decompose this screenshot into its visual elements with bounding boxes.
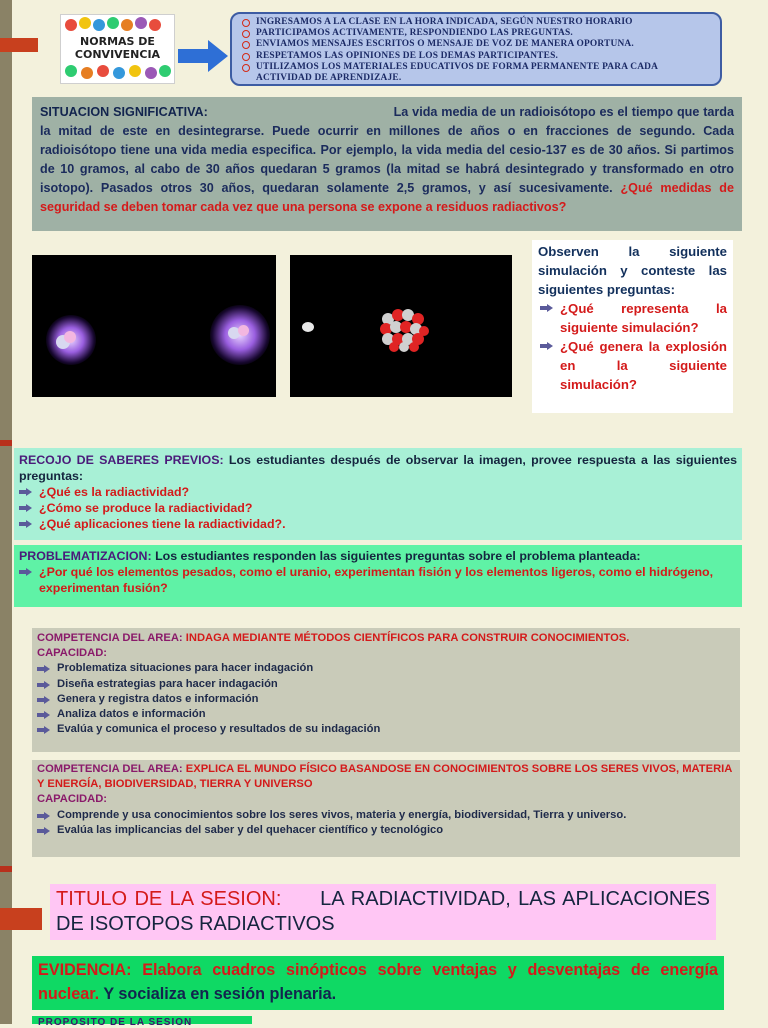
arrow-bullet-icon xyxy=(37,827,50,835)
arrow-bullet-icon xyxy=(19,488,32,496)
situacion-text: La vida media de un radioisótopo es el tiempo que tarda la mitad de este en desintegrarse. Puede ocurrir en millones de años o en fracciones de segundo. Cada radioisótopo tiene una vida media especifica. Por ejemplo, la vida media del cesio-137 es de 30 años. Si partimos de 10 gramos, al cabo de 30 años quedaran 5 gramos (la mitad se habrá desintegrado y transformado en otro isotopo). Pasados otros 30 años, quedaran solamente 2,5 gramos, y así sucesivamente. xyxy=(40,105,735,195)
norms-logo xyxy=(60,14,175,84)
norms-title: NORMAS DE CONVIVENCIA xyxy=(69,35,166,61)
capacidad-label: CAPACIDAD: xyxy=(37,793,108,806)
situacion-label: SITUACION SIGNIFICATIVA: xyxy=(40,105,208,119)
capacidad-item: Analiza datos e información xyxy=(37,707,735,722)
rule-item: INGRESAMOS A LA CLASE EN LA HORA INDICADA, SEGÚN NUESTRO HORARIO xyxy=(242,17,712,28)
simulation-intro: Observen la siguiente simulación y conteste las siguientes preguntas: xyxy=(538,244,727,297)
rule-item: UTILIZAMOS LOS MATERIALES EDUCATIVOS DE FORMA PERMANENTE PARA CADA ACTIVIDAD DE APRENDIZAJE. xyxy=(242,62,712,84)
simulation-question: ¿Qué genera la explosión en la siguiente simulación? xyxy=(538,337,727,394)
simulation-image-1 xyxy=(32,255,276,397)
capacidad-item: Evalúa las implicancias del saber y del quehacer científico y tecnológico xyxy=(37,823,735,838)
problematizacion-text: Los estudiantes responden las siguientes preguntas sobre el problema planteada: xyxy=(155,549,641,563)
competencia-indaga-section xyxy=(32,628,740,752)
left-accent-top xyxy=(0,38,38,52)
arrow-bullet-icon xyxy=(19,568,32,576)
competencia-value: INDAGA MEDIANTE MÉTODOS CIENTÍFICOS PARA CONSTRUIR CONOCIMIENTOS. xyxy=(185,632,630,644)
competencia-explica-section xyxy=(32,760,740,857)
right-arrow-icon xyxy=(178,40,228,72)
rule-item: PARTICIPAMOS ACTIVAMENTE, RESPONDIENDO LAS PREGUNTAS. xyxy=(242,28,712,39)
capacidad-item: Diseña estrategias para hacer indagación xyxy=(37,677,735,692)
competencia-value: EXPLICA EL MUNDO FÍSICO BASANDOSE EN CONOCIMIENTOS SOBRE LOS SERES VIVOS, MATERIA Y ENERGÍA, BIODIVERSIDAD, TIERRA Y UNIVERSO xyxy=(37,763,732,791)
arrow-bullet-icon xyxy=(37,681,50,689)
competencia-label: COMPETENCIA DEL AREA: xyxy=(37,632,183,644)
recojo-question: ¿Qué es la radiactividad? xyxy=(19,484,737,500)
session-title-text: LA RADIACTIVIDAD, LAS APLICACIONES DE ISOTOPOS RADIACTIVOS xyxy=(56,888,711,935)
arrow-bullet-icon xyxy=(19,520,32,528)
arrow-bullet-icon xyxy=(37,711,50,719)
nucleus-icon xyxy=(378,307,430,353)
rule-item: RESPETAMOS LAS OPINIONES DE LOS DEMAS PARTICIPANTES. xyxy=(242,51,712,62)
proposito-strip xyxy=(32,1016,252,1028)
rules-box xyxy=(230,12,722,86)
problematizacion-section xyxy=(14,545,742,607)
arrow-bullet-icon xyxy=(37,665,50,673)
problematizacion-question: ¿Por qué los elementos pesados, como el uranio, experimentan fisión y los elementos ligeros, como el hidrógeno, experimentan fusión? xyxy=(19,564,737,596)
arrow-bullet-icon xyxy=(37,726,50,734)
session-title-box xyxy=(50,884,716,940)
evidencia-text: Elabora cuadros sinópticos sobre ventajas y desventajas de energía nuclear. xyxy=(38,961,718,1003)
capacidad-item: Comprende y usa conocimientos sobre los seres vivos, materia y energía, biodiversidad, Tierra y universo. xyxy=(37,808,735,823)
evidencia-box xyxy=(32,956,724,1010)
recojo-saberes-section xyxy=(14,448,742,540)
competencia-label: COMPETENCIA DEL AREA: xyxy=(37,763,183,775)
situacion-significativa xyxy=(32,97,742,231)
left-decorative-bar xyxy=(0,0,12,1024)
arrow-bullet-icon xyxy=(37,812,50,820)
proposito-label: PROPOSITO DE LA SESION xyxy=(38,1017,193,1028)
evidencia-text-2: Y socializa en sesión plenaria. xyxy=(103,985,337,1003)
recojo-question: ¿Qué aplicaciones tiene la radiactividad?. xyxy=(19,516,737,532)
arrow-bullet-icon xyxy=(540,304,553,312)
problematizacion-label: PROBLEMATIZACION: xyxy=(19,549,152,563)
evidencia-label: EVIDENCIA: xyxy=(38,961,132,979)
situacion-question: ¿Qué medidas de seguridad se deben tomar cada vez que una persona se expone a residuos radiactivos? xyxy=(40,181,734,214)
left-accent-bottom xyxy=(0,908,42,930)
arrow-bullet-icon xyxy=(540,342,553,350)
rule-item: ENVIAMOS MENSAJES ESCRITOS O MENSAJE DE VOZ DE MANERA OPORTUNA. xyxy=(242,39,712,50)
recojo-question: ¿Cómo se produce la radiactividad? xyxy=(19,500,737,516)
session-title-label: TITULO DE LA SESION: xyxy=(56,888,282,910)
recojo-label: RECOJO DE SABERES PREVIOS: xyxy=(19,453,224,467)
simulation-question: ¿Qué representa la siguiente simulación? xyxy=(538,299,727,337)
capacidad-label: CAPACIDAD: xyxy=(37,647,108,660)
arrow-bullet-icon xyxy=(37,696,50,704)
recojo-text: Los estudiantes después de observar la imagen, provee respuesta a las siguientes preguntas: xyxy=(19,453,737,483)
simulation-questions-box xyxy=(532,240,733,413)
arrow-bullet-icon xyxy=(19,504,32,512)
capacidad-item: Genera y registra datos e información xyxy=(37,692,735,707)
capacidad-item: Problematiza situaciones para hacer indagación xyxy=(37,661,735,676)
capacidad-item: Evalúa y comunica el proceso y resultados de su indagación xyxy=(37,722,735,737)
simulation-image-2 xyxy=(290,255,512,397)
